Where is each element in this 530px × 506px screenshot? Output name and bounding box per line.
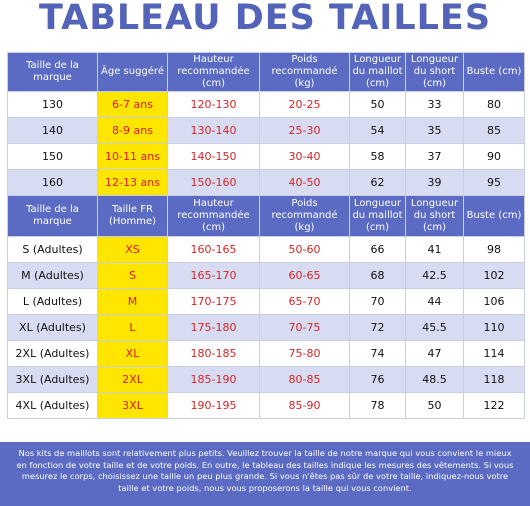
table-row	[8, 118, 525, 144]
table-cell: 85-90	[260, 393, 350, 419]
table-cell: 185-190	[168, 367, 260, 393]
table-cell: 50	[350, 92, 406, 118]
table-cell: 45.5	[406, 315, 464, 341]
table-cell: 2XL (Adultes)	[8, 341, 98, 367]
column-header: Poids recommandé (kg)	[260, 196, 350, 237]
table-cell: 130	[8, 92, 98, 118]
table-cell: S (Adultes)	[8, 237, 98, 263]
table-cell: 20-25	[260, 92, 350, 118]
table-cell: 3XL (Adultes)	[8, 367, 98, 393]
table-cell: S	[98, 263, 168, 289]
table-cell: 76	[350, 367, 406, 393]
page-title: TABLEAU DES TAILLES	[38, 0, 492, 38]
table-cell: 106	[464, 289, 525, 315]
column-header: Âge suggéré	[98, 53, 168, 92]
table-row	[8, 341, 525, 367]
column-header: Hauteur recommandée (cm)	[168, 53, 260, 92]
table-cell: 85	[464, 118, 525, 144]
table-cell: 80	[464, 92, 525, 118]
column-header: Longueur du short (cm)	[406, 53, 464, 92]
column-header: Taille de la marque	[8, 196, 98, 237]
table-cell: 180-185	[168, 341, 260, 367]
table-cell: 175-180	[168, 315, 260, 341]
table-cell: 122	[464, 393, 525, 419]
table-cell: XL	[98, 341, 168, 367]
table-cell: 47	[406, 341, 464, 367]
table-row	[8, 92, 525, 118]
table-cell: 39	[406, 170, 464, 196]
table-cell: 110	[464, 315, 525, 341]
table-cell: 6-7 ans	[98, 92, 168, 118]
table-cell: 65-70	[260, 289, 350, 315]
table-cell: 40-50	[260, 170, 350, 196]
table-cell: 42.5	[406, 263, 464, 289]
column-header: Longueur du maillot (cm)	[350, 53, 406, 92]
table-cell: 150-160	[168, 170, 260, 196]
table-cell: 90	[464, 144, 525, 170]
column-header: Poids recommandé (kg)	[260, 53, 350, 92]
table-cell: 50-60	[260, 237, 350, 263]
table-cell: 68	[350, 263, 406, 289]
table-cell: 140-150	[168, 144, 260, 170]
table-row	[8, 144, 525, 170]
table-cell: 62	[350, 170, 406, 196]
table-row	[8, 289, 525, 315]
table-cell: M	[98, 289, 168, 315]
table-cell: 30-40	[260, 144, 350, 170]
table-cell: 160	[8, 170, 98, 196]
column-header: Taille FR (Homme)	[98, 196, 168, 237]
table-cell: 75-80	[260, 341, 350, 367]
table-cell: 102	[464, 263, 525, 289]
table-cell: 41	[406, 237, 464, 263]
table-cell: 190-195	[168, 393, 260, 419]
table-cell: 80-85	[260, 367, 350, 393]
table-cell: 58	[350, 144, 406, 170]
size-note: Nos kits de maillots sont relativement plus petits. Veuillez trouver la taille de notre marque qui vous convient le mieux en fonction de votre taille et de votre poids. En outre, le tableau des tailles indique les mesures des vêtements. Si vous mesurez le corps, choisissez une taille un peu plus grande. Si vous n'êtes pas sûr de votre taille, indiquez-nous votre taille et votre poids, nous vous proposerons la taille qui vous convient.	[0, 442, 530, 506]
table-cell: 150	[8, 144, 98, 170]
table-cell: M (Adultes)	[8, 263, 98, 289]
table-cell: 4XL (Adultes)	[8, 393, 98, 419]
table-cell: 140	[8, 118, 98, 144]
column-header: Hauteur recommandée (cm)	[168, 196, 260, 237]
table-cell: L	[98, 315, 168, 341]
table-cell: 130-140	[168, 118, 260, 144]
table-cell: 114	[464, 341, 525, 367]
table-cell: 78	[350, 393, 406, 419]
table-cell: XS	[98, 237, 168, 263]
table-cell: 37	[406, 144, 464, 170]
column-header: Buste (cm)	[464, 196, 525, 237]
table-cell: 98	[464, 237, 525, 263]
table-cell: 74	[350, 341, 406, 367]
table-row	[8, 170, 525, 196]
table-cell: 160-165	[168, 237, 260, 263]
table-cell: 44	[406, 289, 464, 315]
table-cell: 33	[406, 92, 464, 118]
table-cell: 3XL	[98, 393, 168, 419]
column-header: Taille de la marque	[8, 53, 98, 92]
table-cell: 60-65	[260, 263, 350, 289]
table-cell: L (Adultes)	[8, 289, 98, 315]
table-cell: 25-30	[260, 118, 350, 144]
size-chart-table	[7, 52, 525, 419]
table-cell: 170-175	[168, 289, 260, 315]
table-row	[8, 237, 525, 263]
table-cell: 120-130	[168, 92, 260, 118]
table-cell: 50	[406, 393, 464, 419]
table-cell: 165-170	[168, 263, 260, 289]
table-cell: 66	[350, 237, 406, 263]
table-cell: 8-9 ans	[98, 118, 168, 144]
table-row	[8, 367, 525, 393]
table-cell: 72	[350, 315, 406, 341]
table-header-row	[8, 53, 525, 92]
table-cell: 70	[350, 289, 406, 315]
table-cell: 10-11 ans	[98, 144, 168, 170]
table-row	[8, 315, 525, 341]
table-row	[8, 263, 525, 289]
table-cell: 70-75	[260, 315, 350, 341]
table-cell: 2XL	[98, 367, 168, 393]
table-cell: 95	[464, 170, 525, 196]
table-cell: 118	[464, 367, 525, 393]
table-cell: 12-13 ans	[98, 170, 168, 196]
table-cell: 54	[350, 118, 406, 144]
table-header-row	[8, 196, 525, 237]
column-header: Longueur du short (cm)	[406, 196, 464, 237]
column-header: Longueur du maillot (cm)	[350, 196, 406, 237]
table-cell: 35	[406, 118, 464, 144]
column-header: Buste (cm)	[464, 53, 525, 92]
table-cell: 48.5	[406, 367, 464, 393]
table-cell: XL (Adultes)	[8, 315, 98, 341]
table-row	[8, 393, 525, 419]
